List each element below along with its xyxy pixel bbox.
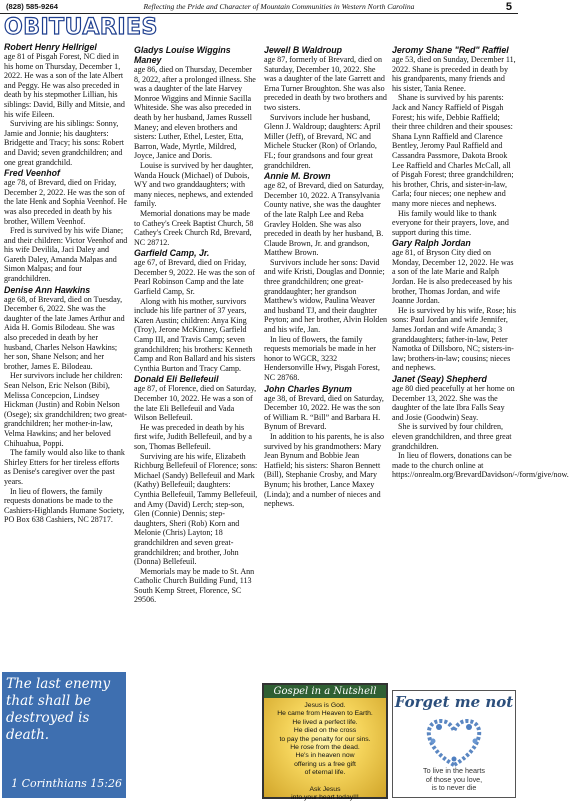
column-2 bbox=[134, 44, 258, 605]
gospel-line: He's in heaven now bbox=[295, 752, 355, 760]
obituary-name: Annie M. Brown bbox=[264, 171, 331, 182]
obituary-paragraph: age 81 of Pisgah Forest, NC died in his home on Thursday, December 1, 2022. He was a son of the late Albert and Peggy. He was also preceded in death by his stepmother Lillian, his siblings: David, Billy and Mitsie, and his wife Eileen. bbox=[4, 52, 125, 119]
gospel-in-a-nutshell-box bbox=[262, 683, 388, 802]
gospel-line: to pay the penalty for our sins. bbox=[279, 735, 371, 743]
gospel-line: into your heart today!!! bbox=[291, 794, 359, 802]
obituary-paragraph: age 38, of Brevard, died on Saturday, December 10, 2022. He was the son of William R. “Bill” and Barbara H. Bynum of Brevard. bbox=[264, 393, 384, 432]
obituaries-masthead: OBITUARIES bbox=[4, 15, 158, 40]
obituary-paragraph: age 53, died on Sunday, December 11, 2022. Shane is preceded in death by his grandparents, many friends and his sister, Tania Renee. bbox=[392, 55, 516, 93]
column-3 bbox=[264, 44, 388, 509]
gospel-line: Jesus is God. bbox=[304, 702, 346, 709]
forget-me-not-line: To live in the hearts bbox=[423, 766, 485, 776]
heart-flowers-icon bbox=[393, 711, 515, 771]
obituary-paragraph: He is survived by his wife, Rose; his sons: Paul Jordan and wife Jennifer, James Jordan and wife Amanda; 3 granddaughters; father-in-law, Peter Namotka of Dillsboro, NC; sisters-in-law; brothers-in-law; cousins; nieces and nephews. bbox=[392, 305, 517, 373]
obituary-paragraph: Memorial donations may be made to Cathey's Creek Baptist Church, 58 Cathey's Creek Church Rd, Brevard, NC 28712. bbox=[134, 208, 254, 247]
forget-me-not-line: is to never die bbox=[431, 783, 477, 793]
obituary-name: Jewell B Waldroup bbox=[264, 45, 343, 55]
gospel-body bbox=[264, 698, 386, 802]
obituary-paragraph: age 81, of Bryson City died on Monday, December 12, 2022. He was a son of the late Marie and Ralph Jordan. He is also predeceased by his brother, Thomas Jordan, and wife Joanne Jordan. bbox=[392, 248, 514, 306]
obituary-name: Fred Veenhof bbox=[4, 168, 60, 179]
gospel-line: offering us a free gift bbox=[294, 760, 356, 768]
obituary-paragraph: His family would like to thank everyone for their prayers, love, and support during this time. bbox=[392, 208, 509, 237]
gospel-line: He died on the cross bbox=[293, 727, 357, 735]
obituary-paragraph: Fred is survived by his wife Diane; and their children: Victor Veenhof and his wife Devilila, Jaci Daley and Gareth Daley, Amanda Malpas and Simon Malpas; and four grandchildren. bbox=[4, 226, 128, 284]
obituary-paragraph: age 78, of Brevard, died on Friday, December 2, 2022. He was the son of the late Henk and Sophia Veenhof. He was also preceded in death by his brother, Willem Veenhof. bbox=[4, 178, 127, 226]
obituary-paragraph: Shane is survived by his parents: Jack and Nancy Raffield of Pisgah Forest; his wife, Debbie Raffield; their three children and their spouses: Shana Lynn Raffield and Clarence Bentley, Jeromy Paul Raffield and Cassandra Passmore, Dakota Brook Lee Raffield and Charles McCall, all of Pisgah Forest; three grandchildren; his brother, Chris, and sister-in-law, Carla; four nieces; one nephew and many more nieces and nephews. bbox=[392, 93, 514, 208]
forget-me-not-title: Forget me not bbox=[394, 693, 514, 711]
gospel-title: Gospel in a Nutshell bbox=[264, 685, 386, 698]
column-4 bbox=[392, 44, 569, 480]
obituary-paragraph: Surviving are his wife, Elizabeth Richburg Bellefeuil of Florence; sons: Michael (Sandy) Bellefeuil and Mark (Kathy) Bellefeuil; daughters: Cynthia Bellefeuil, Tammy Bellefeuil, and Amy (David) Lerch; step-son, Glen (Connie) Dennis; step-daughters, Sheri (Rob) Korn and Melonie (Chris) Layton; 18 grandchildren and seven great-grandchildren; and brother, John (Donna) Bellefeuil. bbox=[134, 451, 258, 567]
gospel-line: He rose from the dead. bbox=[290, 744, 360, 752]
obituary-paragraph: Memorials may be made to St. Ann Catholic Church Building Fund, 113 South Kemp Street, Florence, SC 29506. bbox=[134, 566, 255, 605]
obituary-paragraph: age 86, died on Thursday, December 8, 2022, after a prolonged illness. She was a daughter of the late Harvey Monroe Wiggins and Minnie Sacilla Whiteside. She was also preceded in death by her husband, James Russell Maney; and eleven brothers and sisters: Luther, Ethel, Lester, Etta, Barron, Wade, Myrtle, Mildred, Joyce, Janice and Doris. bbox=[134, 65, 256, 161]
obituary-name: Denise Ann Hawkins bbox=[4, 284, 91, 295]
forget-me-not-line: of those you love, bbox=[425, 774, 483, 784]
obituary-paragraph: Louise is survived by her daughter, Wanda Houck (Michael) of Dubois, WY and two granddaughters; with many nieces, nephews, and extended family. bbox=[134, 160, 254, 209]
obituary-paragraph: He was preceded in death by his first wife, Judith Bellefeuil, and by a son, Thomas Bellefeuil. bbox=[134, 422, 252, 451]
gospel-line: He came from Heaven to Earth. bbox=[277, 710, 373, 718]
obituary-paragraph: Survivors include her husband, Glenn J. Waldroup; daughters: April Miller (Jeff), of Brevard, NC and Michele Stucker (Ron) of Orlando, FL; four grandsons and four great grandchildren. bbox=[264, 112, 381, 170]
obituary-name: John Charles Bynum bbox=[264, 383, 352, 394]
page-number: 5 bbox=[505, 0, 512, 13]
header-phone: (828) 585-9264 bbox=[6, 2, 58, 11]
obituary-paragraph: age 82, of Brevard, died on Saturday, December 10, 2022. A Transylvania County native, she was the daughter of the late Ralph Lee and Reba Gravley Holden. She was also preceded in death by her husband, B. Claude Brown, Jr. and grandson, Matthew Brown. bbox=[264, 181, 384, 258]
gospel-line: Ask Jesus bbox=[309, 786, 341, 794]
obituary-name: Janet (Seay) Shepherd bbox=[392, 374, 487, 384]
obituary-paragraph: In lieu of flowers, donations can be made to the church online at https://onrealm.org/BrevardDavidson/-/form/give/now. bbox=[392, 451, 569, 480]
obituary-paragraph: Along with his mother, survivors include his life partner of 37 years, Karen Austin; children: Anya King (Troy), Jerone McKinney, Garfield Camp III, and Travis Camp; seven grandchildren; his brothers: Kenneth Camp and Ron Ballard and his sisters Cynthia Burton and Tracy Camp. bbox=[134, 296, 256, 373]
column-1 bbox=[4, 41, 128, 525]
scripture-verse-box bbox=[2, 672, 126, 798]
obituary-paragraph: In lieu of flowers, the family requests memorials be made in her honor to WGCR, 3232 Hendersonville Hwy, Pisgah Forest, NC 28768. bbox=[264, 334, 380, 382]
obituary-name: Gary Ralph Jordan bbox=[392, 238, 471, 249]
obituary-paragraph: Surviving are his siblings: Sonny, Jamie and Jonnie; his daughters: Bridgette and Tracy; his sons: Robert and David; seven grandchildren; and one great grandchild. bbox=[4, 119, 125, 167]
obituary-name: Robert Henry Hellrigel bbox=[4, 42, 97, 52]
forget-me-not-text bbox=[393, 767, 515, 793]
obituary-paragraph: age 80 died peacefully at her home on December 13, 2022. She was the daughter of the late Ibra Falls Seay and Josie (Goodwin) Seay. bbox=[392, 384, 515, 422]
verse-text: The last enemy that shall be destroyed is death. bbox=[6, 676, 111, 743]
obituary-name: Gladys Louise Wiggins Maney bbox=[134, 45, 231, 65]
gospel-line bbox=[270, 778, 380, 786]
obituary-paragraph: In addition to his parents, he is also survived by his grandmothers: Mary Jean Bynum and Bobbie Jean Hatfield; his sisters: Sharon Bennett (Bill), Stephanie Crosby, and Mary Bynum; his brother, Lance Maxey (Linda); and a number of nieces and nephews. bbox=[264, 431, 384, 509]
obituary-name: Donald Eli Bellefeuil bbox=[134, 374, 219, 385]
obituary-paragraph: Survivors include her sons: David and wife Kristi, Douglas and Donnie; three grandchildren; one great-granddaughter; her grandson Matthew's widow, Paulina Weaver and husband TJ, and their daughter Peyton; and her brother, Alvin Holden and his wife, Jan. bbox=[264, 257, 388, 335]
obituary-paragraph: She is survived by four children, eleven grandchildren, and three great grandchildren. bbox=[392, 422, 512, 451]
obituary-name: Garfield Camp, Jr. bbox=[134, 248, 210, 259]
obituary-paragraph: Her survivors include her children: Sean Nelson, Eric Nelson (Bibi), Melissa Concepcion, Lindsey Hickman (Justin) and Robin Nelson (Osege); six grandchildren; two great-grandchildren; her mother-in-law, Velma Hawkins; and her beloved Chihuahua, Poppi. bbox=[4, 371, 127, 448]
gospel-line: of eternal life. bbox=[304, 769, 346, 777]
header-tagline: Reflecting the Pride and Character of Mountain Communities in Western North Carolina bbox=[143, 2, 415, 11]
obituary-paragraph: In lieu of flowers, the family requests donations be made to the Cashiers-Highlands Humane Society, PO Box 638 Cashiers, NC 28717. bbox=[4, 486, 125, 525]
obituary-paragraph: The family would also like to thank Shirley Etters for her tireless efforts as Denise's caregiver over the past years. bbox=[4, 448, 125, 486]
page-header bbox=[0, 0, 518, 14]
verse-reference: 1 Corinthians 15:26 bbox=[11, 777, 122, 790]
obituary-name: Jeromy Shane "Red" Raffiel bbox=[392, 45, 509, 55]
obituary-paragraph: age 67, of Brevard, died on Friday, December 9, 2022. He was the son of Pearl Robinson Camp and the late Garfield Camp, Sr. bbox=[134, 258, 255, 297]
obituary-paragraph: age 87, formerly of Brevard, died on Saturday, December 10, 2022. She was a daughter of the late Garrett and Erna Turner Broughton. She was also preceded in death by two brothers and two sisters. bbox=[264, 55, 387, 112]
obituary-paragraph: age 68, of Brevard, died on Tuesday, December 6, 2022. She was the daughter of the late James Arthur and Aida H. Gomis Bilodeau. She was also preceded in death by her husband, Charles Nelson Hawkins; her son, Shane Nelson; and her brother, James E. Bilodeau. bbox=[4, 294, 125, 371]
obituary-paragraph: age 87, of Florence, died on Saturday, December 10, 2022. He was a son of the late Eli Bellefeuil and Vada Wilson Bellefeuil. bbox=[134, 384, 257, 423]
forget-me-not-box bbox=[392, 690, 516, 798]
gospel-line: He lived a perfect life. bbox=[292, 718, 358, 726]
